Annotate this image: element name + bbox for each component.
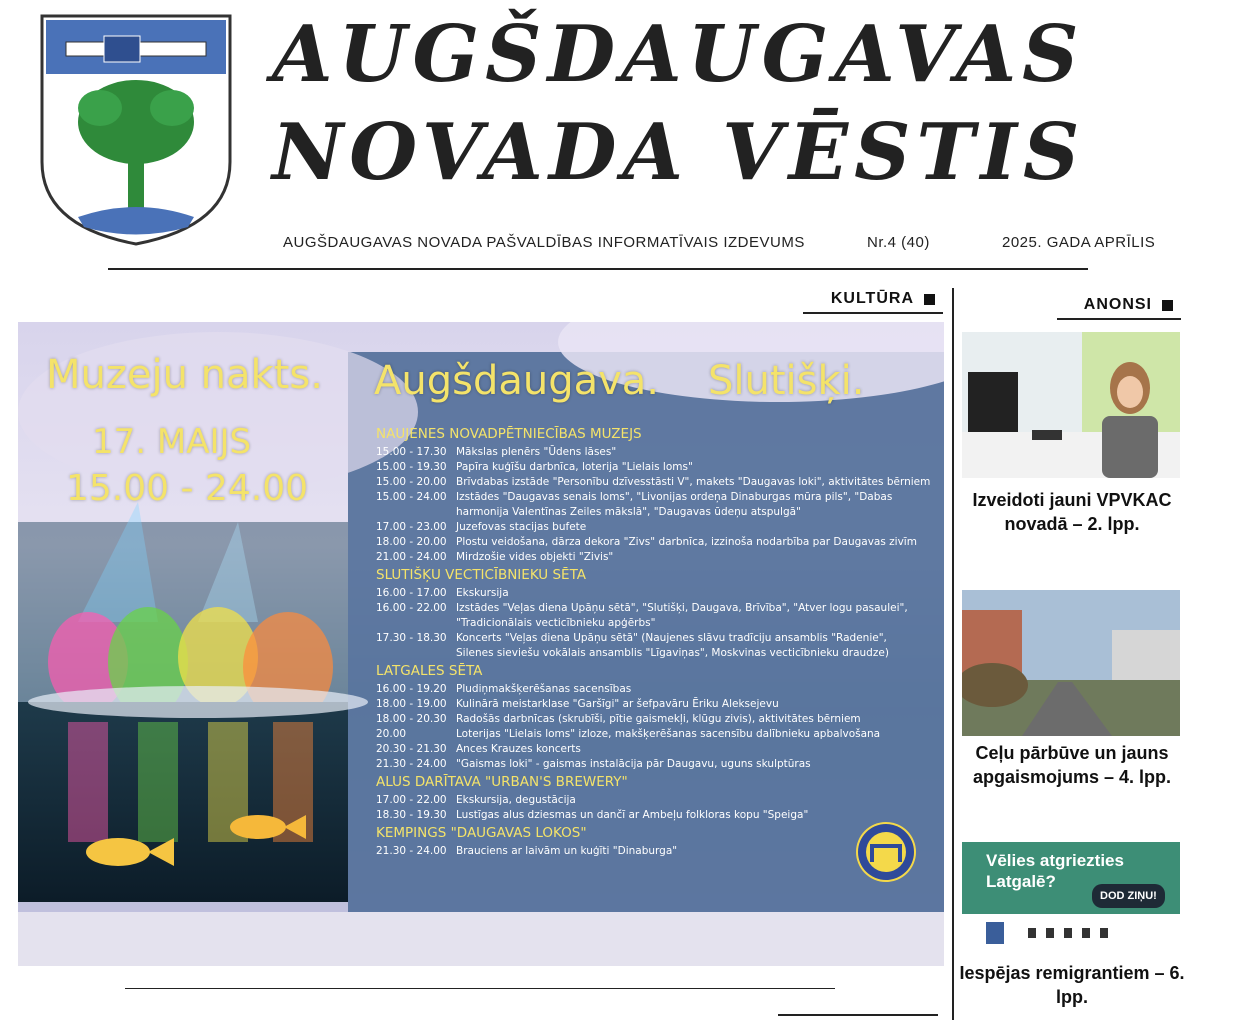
program-time: 21.30 - 24.00 — [376, 845, 447, 857]
announcement-caption[interactable]: Ceļu pārbūve un jauns apgaismojums – 4. lpp. — [972, 743, 1172, 787]
program-time: 18.00 - 19.00 — [376, 698, 447, 710]
program-row — [376, 586, 509, 600]
program-time: 21.00 - 24.00 — [376, 551, 447, 563]
program-row — [376, 742, 581, 756]
coat-of-arms-logo — [38, 12, 234, 248]
square-icon — [924, 294, 935, 305]
program-row — [376, 682, 631, 696]
program-description: "Tradicionālais vecticībnieku apģērbs" — [456, 617, 656, 629]
program-time: 21.30 - 24.00 — [376, 758, 447, 770]
program-description: Koncerts "Veļas diena Upāņu sētā" (Naujenes slāvu tradīciju ansamblis "Radenie", — [456, 632, 887, 644]
footer-divider — [778, 1014, 938, 1016]
poster-headline-augsdaugava: Augšdaugava. — [374, 358, 659, 404]
section-tag-anonsi — [1057, 292, 1181, 320]
program-time: 16.00 - 22.00 — [376, 602, 447, 614]
museum-night-poster — [18, 322, 944, 966]
announcement-caption[interactable]: Izveidoti jauni VPVKAC novadā – 2. lpp. — [972, 490, 1172, 534]
program-row — [376, 445, 616, 459]
program-time: 16.00 - 17.00 — [376, 587, 447, 599]
program-time: 20.30 - 21.30 — [376, 743, 447, 755]
announcement-caption[interactable]: Iespējas remigrantiem – 6. lpp. — [959, 963, 1185, 1007]
program-section-title: NAUJENES NOVADPĒTNIECĪBAS MUZEJS — [376, 426, 642, 442]
poster-headline-slutiski: Slutišķi. — [708, 358, 865, 404]
program-time: 15.00 - 20.00 — [376, 476, 447, 488]
program-time: 20.00 — [376, 728, 407, 740]
masthead-title-line1: AUGŠDAUGAVAS — [272, 9, 1085, 100]
program-description: "Gaismas loki" - gaismas instalācija pār Daugavu, uguns skulptūras — [456, 758, 811, 770]
program-row — [376, 757, 811, 771]
museum-logo-icon — [856, 822, 916, 882]
street-photo — [962, 590, 1180, 736]
header-divider — [108, 268, 1088, 270]
program-description: Radošās darbnīcas (skrubīši, pītie gaismekļi, klūgu zivis), aktivitātes bērniem — [456, 713, 861, 725]
program-description: Brauciens ar laivām un kuģīti "Dinaburga" — [456, 845, 678, 857]
program-row — [376, 475, 930, 489]
program-description: Silenes sieviešu vokālais ansamblis "Līgaviņas", Moskvinas vecticībnieku draudze) — [456, 647, 889, 659]
program-row — [376, 727, 880, 741]
program-description: Pludiņmakšķerēšanas sacensības — [456, 683, 632, 695]
program-description: Plostu veidošana, dārza dekora "Zivs" darbnīca, izzinoša nodarbība par Daugavas zivīm — [456, 536, 917, 548]
program-time: 18.00 - 20.30 — [376, 713, 447, 725]
publisher-line: AUGŠDAUGAVAS NOVADA PAŠVALDĪBAS INFORMATĪVAIS IZDEVUMS — [283, 234, 805, 251]
poster-time: 15.00 - 24.00 — [66, 468, 308, 509]
program-row — [376, 550, 613, 564]
ad-headline: Vēlies atgriezties Latgalē? — [986, 851, 1124, 891]
program-description: Lustīgas alus dziesmas un dančī ar Ambeļu folkloras kopu "Speiga" — [456, 809, 809, 821]
program-time: 18.30 - 19.30 — [376, 809, 447, 821]
program-description: Mirdzošie vides objekti "Zivis" — [456, 551, 614, 563]
program-description: Izstādes "Daugavas senais loms", "Livonijas ordeņa Dinaburgas mūra pils", "Dabas — [456, 491, 893, 503]
square-icon — [1162, 300, 1173, 311]
program-time: 17.30 - 18.30 — [376, 632, 447, 644]
program-row — [376, 535, 917, 549]
section-tag-label: KULTŪRA — [830, 290, 914, 307]
office-photo — [962, 332, 1180, 478]
program-description: Juzefovas stacijas bufete — [456, 521, 587, 533]
program-description: Ances Krauzes koncerts — [456, 743, 581, 755]
program-description: Loterijas "Lielais loms" izloze, makšķerēšanas sacensību dalībnieku apbalvošana — [456, 728, 881, 740]
program-description: Ekskursija — [456, 587, 509, 599]
ad-button[interactable]: DOD ZIŅU! — [1092, 884, 1165, 908]
program-description: Brīvdabas izstāde "Personību dzīvesstāsti V", makets "Daugavas loki", aktivitātes bērniem — [456, 476, 931, 488]
program-time: 17.00 - 23.00 — [376, 521, 447, 533]
poster-date: 17. MAIJS — [92, 422, 252, 462]
program-row — [376, 601, 908, 615]
program-row — [376, 793, 576, 807]
program-time: 15.00 - 19.30 — [376, 461, 447, 473]
issue-number: Nr.4 (40) — [867, 234, 930, 251]
program-row — [376, 520, 586, 534]
section-tag-label: ANONSI — [1083, 296, 1152, 313]
program-description: harmonija Valentīnas Zeiles mākslā", "Daugavas ūdeņu atspulgā" — [456, 506, 801, 518]
footer-divider — [125, 988, 835, 989]
program-row — [376, 616, 655, 630]
ad-footer — [962, 914, 1180, 954]
program-section-title: ALUS DARĪTAVA "URBAN'S BREWERY" — [376, 774, 628, 790]
program-row — [376, 490, 892, 504]
remigration-ad — [962, 842, 1180, 954]
social-icons — [1028, 928, 1108, 938]
column-divider — [952, 288, 954, 1020]
program-time: 15.00 - 24.00 — [376, 491, 447, 503]
program-row — [376, 808, 808, 822]
program-time: 17.00 - 22.00 — [376, 794, 447, 806]
program-time: 18.00 - 20.00 — [376, 536, 447, 548]
program-row — [376, 631, 887, 645]
program-row — [376, 844, 677, 858]
program-row — [376, 646, 889, 660]
program-description: Ekskursija, degustācija — [456, 794, 576, 806]
program-row — [376, 460, 693, 474]
masthead-title-line2: NOVADA VĒSTIS — [272, 107, 1086, 198]
program-section-title: KEMPINGS "DAUGAVAS LOKOS" — [376, 825, 587, 841]
issue-date: 2025. GADA APRĪLIS — [1002, 234, 1156, 251]
section-tag-kultura — [803, 286, 943, 314]
program-row — [376, 697, 779, 711]
program-section-title: LATGALES SĒTA — [376, 663, 483, 679]
program-row — [376, 712, 861, 726]
program-time: 16.00 - 19.20 — [376, 683, 447, 695]
program-description: Mākslas plenērs "Ūdens lāses" — [456, 446, 617, 458]
program-description: Kulinārā meistarklase "Garšīgi" ar šefpavāru Ēriku Aleksejevu — [456, 698, 779, 710]
program-section-title: SLUTIŠĶU VECTICĪBNIEKU SĒTA — [376, 567, 587, 583]
program-description: Papīra kuģīšu darbnīca, loterija "Lielais loms" — [456, 461, 693, 473]
program-row — [376, 505, 801, 519]
poster-headline-muzeju: Muzeju nakts. — [46, 352, 323, 398]
crest-icon — [986, 922, 1004, 944]
program-time: 15.00 - 17.30 — [376, 446, 447, 458]
program-description: Izstādes "Veļas diena Upāņu sētā", "Slutišķi, Daugava, Brīvība", "Atver logu pasaulei", — [456, 602, 908, 614]
